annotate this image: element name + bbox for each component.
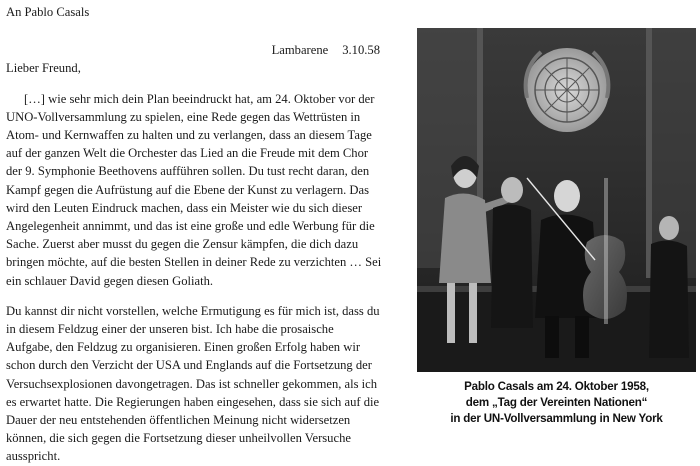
photo-caption	[417, 379, 696, 427]
letter-place: Lambarene	[271, 43, 329, 58]
caption-line-3: in der UN-Vollversammlung in New York	[450, 412, 663, 425]
letter-text	[6, 0, 382, 466]
letter-paragraph-2: Du kannst dir nicht vorstellen, welche Ermutigung es für mich ist, dass du in diesem Feldzug einer der unseren bist. Ich habe die prosaische Aufgabe, den Feldzug zu organisieren. Einen großen Erfolg haben wir schon durch den Verzicht der USA und Englands auf die Fortsetzung der Versuchsexplosionen davongetragen. Das ist schneller gekommen, als ich es erwartet hatte. Die Regierungen haben eingesehen, dass sie sich auf die Dauer der neu entstehenden öffentlichen Meinung nicht widersetzen können, die sich gegen die Fortsetzung dieser unheilvollen Versuche ausspricht.	[6, 303, 380, 464]
letter-paragraph-1: […] wie sehr mich dein Plan beeindruckt hat, am 24. Oktober vor der UNO-Vollversammlung zu spielen, eine Rede gegen das Wettrüsten in Atom- und Kernwaffen zu halten und zu verlangen, dass an diesem Tage auf der ganzen Welt die Orchester das Lied an die Freude mit dem Chor der 9. Symphonie Beethovens aufführen sollen. Du tust recht daran, den Kampf gegen die Aufrüstung auf die Ebene der Kunst zu verlagern. Das wird den Leuten Eindruck machen, dass ein Meister wie du sich dieser Angelegenheit annimmt, und das ist eine große und edle Werbung für die Sache. Zuerst aber musst du gegen die Zensur kämpfen, die dich dazu bringen möchte, auf die besten Stellen in deiner Rede zu verzichten … Sei ein schlauer David gegen diesen Goliath.	[6, 91, 382, 288]
caption-line-1: Pablo Casals am 24. Oktober 1958,	[464, 380, 649, 393]
caption-line-2: dem „Tag der Vereinten Nationen“	[465, 396, 648, 409]
letter-dateline	[6, 41, 382, 59]
casals-photo	[417, 28, 696, 372]
letter-addressee: An Pablo Casals	[6, 5, 90, 19]
un-emblem	[525, 48, 609, 132]
letter-salutation: Lieber Freund,	[6, 61, 81, 76]
letter-date: 3.10.58	[342, 43, 380, 58]
